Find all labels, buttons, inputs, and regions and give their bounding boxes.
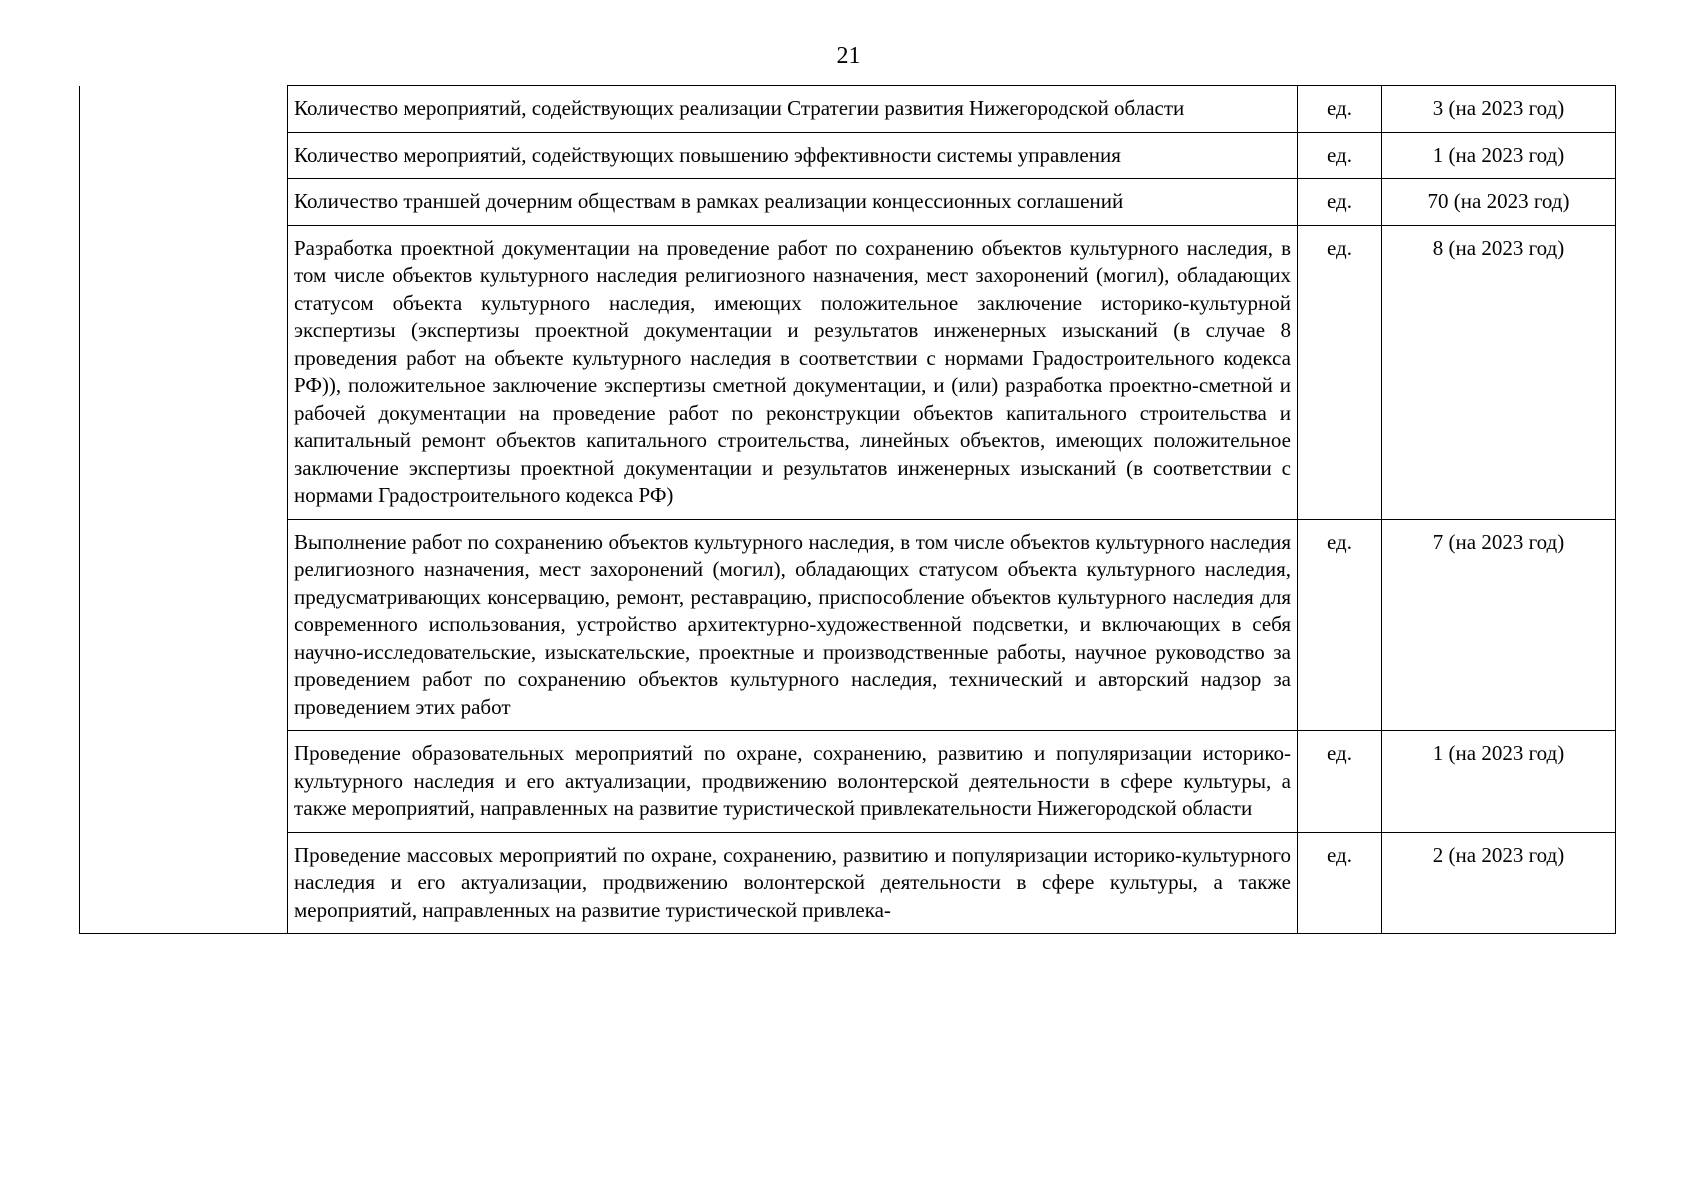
table-row bbox=[80, 132, 1616, 179]
row-value: 7 (на 2023 год) bbox=[1382, 519, 1616, 731]
row-value: 1 (на 2023 год) bbox=[1382, 731, 1616, 833]
row-unit: ед. bbox=[1298, 179, 1382, 226]
row-description: Выполнение работ по сохранению объектов культурного наследия, в том числе объектов культурного наследия религиозного назначения, мест захоронений (могил), обладающих статусом объекта культурного наследия, предусматривающих консервацию, ремонт, реставрацию, приспособление объектов культурного наследия для современного использования, устройство архитектурно-художественной подсветки, и включающих в себя научно-исследовательские, изыскательские, проектные и производственные работы, научное руководство за проведением работ по сохранению объектов культурного наследия, технический и авторский надзор за проведением этих работ bbox=[288, 519, 1298, 731]
row-description: Разработка проектной документации на проведение работ по сохранению объектов культурного наследия, в том числе объектов культурного наследия религиозного назначения, мест захоронений (могил), обладающих статусом объекта культурного наследия, имеющих положительное заключение историко-культурной экспертизы (экспертизы проектной документации и результатов инженерных изысканий (в случае 8 проведения работ на объекте культурного наследия в соответствии с нормами Градостроительного кодекса РФ)), положительное заключение экспертизы сметной документации, и (или) разработка проектно-сметной и рабочей документации на проведение работ по реконструкции объектов капитального строительства и капитальный ремонт объектов капитального строительства, линейных объектов, имеющих положительное заключение экспертизы проектной документации и результатов инженерных изысканий (в соответствии с нормами Градостроительного кодекса РФ) bbox=[288, 225, 1298, 519]
table-row bbox=[80, 225, 1616, 519]
table-row bbox=[80, 832, 1616, 934]
left-merged-cell bbox=[80, 86, 288, 934]
table-row bbox=[80, 519, 1616, 731]
table-row bbox=[80, 179, 1616, 226]
row-value: 3 (на 2023 год) bbox=[1382, 86, 1616, 133]
page-number: 21 bbox=[836, 43, 861, 69]
row-unit: ед. bbox=[1298, 731, 1382, 833]
row-value: 1 (на 2023 год) bbox=[1382, 132, 1616, 179]
row-unit: ед. bbox=[1298, 225, 1382, 519]
row-description: Проведение образовательных мероприятий по охране, сохранению, развитию и популяризации историко-культурного наследия и его актуализации, продвижению волонтерской деятельности в сфере культуры, а также мероприятий, направленных на развитие туристической привлекательности Нижегородской области bbox=[288, 731, 1298, 833]
row-description: Количество мероприятий, содействующих реализации Стратегии развития Нижегородской области bbox=[288, 86, 1298, 133]
row-unit: ед. bbox=[1298, 519, 1382, 731]
row-unit: ед. bbox=[1298, 86, 1382, 133]
row-description: Проведение массовых мероприятий по охране, сохранению, развитию и популяризации историко-культурного наследия и его актуализации, продвижению волонтерской деятельности в сфере культуры, а также мероприятий, направленных на развитие туристической привлека- bbox=[288, 832, 1298, 934]
row-description: Количество траншей дочерним обществам в рамках реализации концессионных соглашений bbox=[288, 179, 1298, 226]
row-description: Количество мероприятий, содействующих повышению эффективности системы управления bbox=[288, 132, 1298, 179]
indicators-table bbox=[79, 85, 1616, 934]
row-unit: ед. bbox=[1298, 132, 1382, 179]
table-row bbox=[80, 731, 1616, 833]
row-value: 70 (на 2023 год) bbox=[1382, 179, 1616, 226]
row-unit: ед. bbox=[1298, 832, 1382, 934]
row-value: 8 (на 2023 год) bbox=[1382, 225, 1616, 519]
table-row bbox=[80, 86, 1616, 133]
row-value: 2 (на 2023 год) bbox=[1382, 832, 1616, 934]
